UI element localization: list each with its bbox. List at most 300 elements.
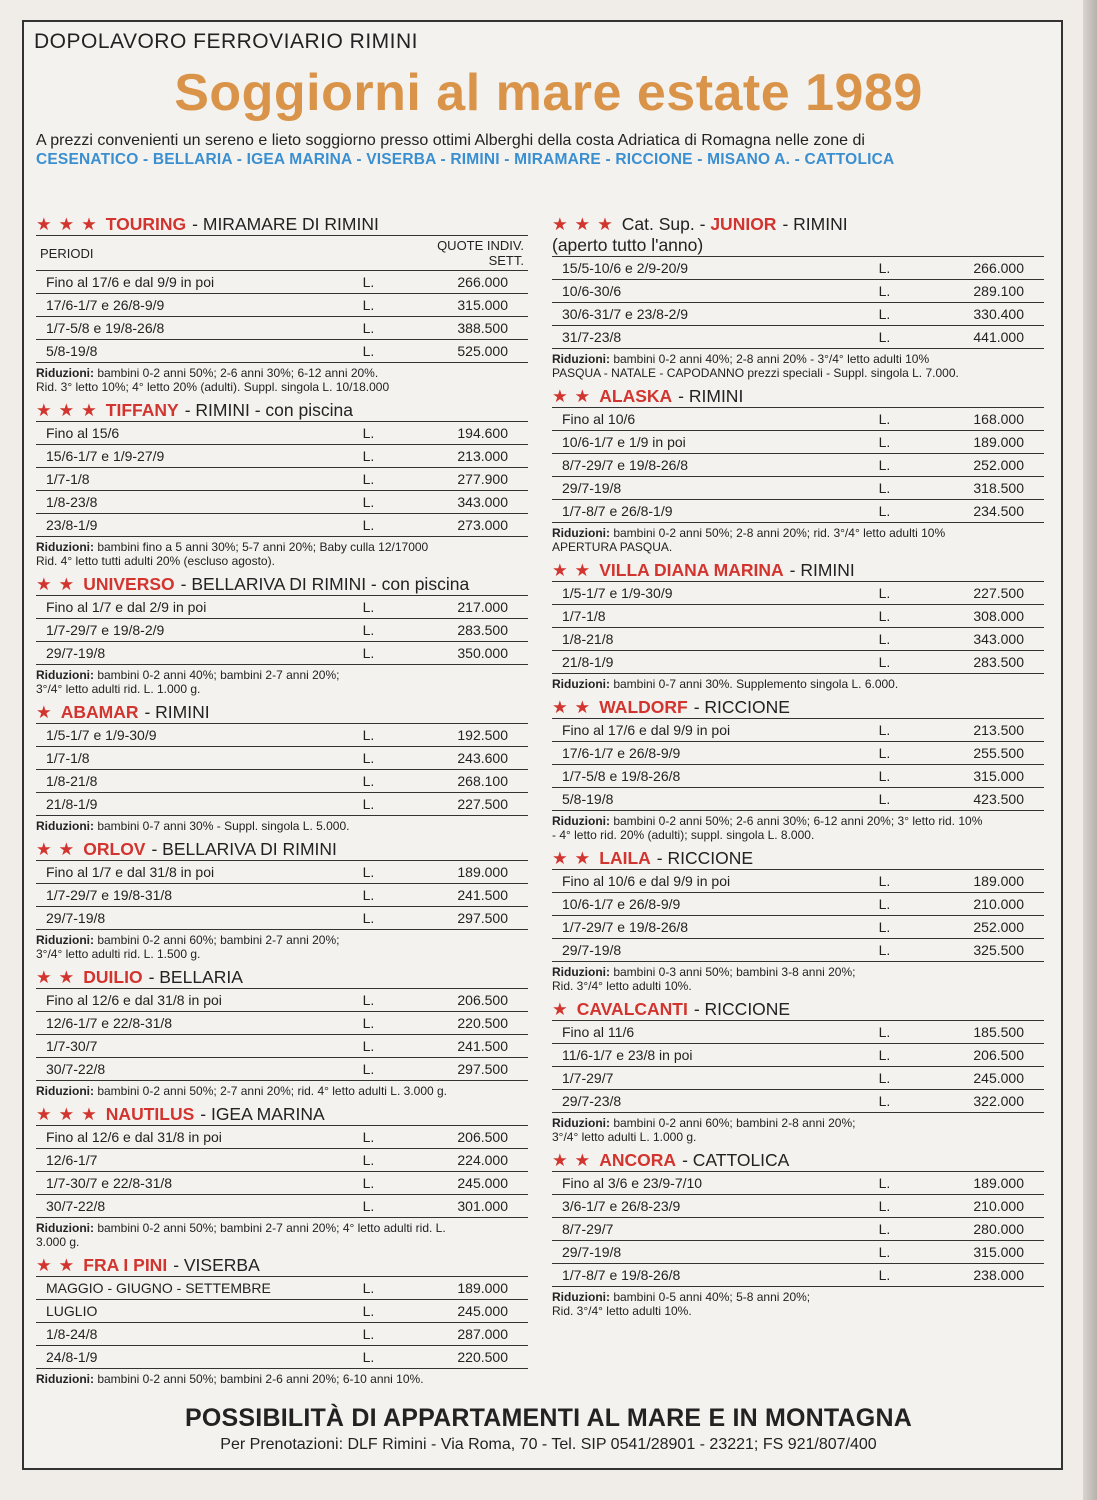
currency-cell: L.	[353, 907, 407, 930]
period-cell: 1/7-5/8 e 19/8-26/8	[552, 765, 869, 788]
period-cell: 11/6-1/7 e 23/8 in poi	[552, 1044, 869, 1067]
price-table	[36, 723, 528, 816]
currency-cell: L.	[353, 340, 407, 363]
reductions-text: bambini 0-2 anni 50%; 2-6 anni 30%; 6-12 anni 20%; 3° letto rid. 10%	[613, 814, 983, 828]
currency-cell: L.	[869, 280, 923, 303]
reductions-label: Riduzioni:	[36, 540, 94, 554]
table-row	[552, 477, 1044, 500]
price-cell: 189.000	[923, 870, 1044, 893]
currency-cell: L.	[353, 989, 407, 1012]
reductions-text: bambini 0-2 anni 50%; 2-8 anni 20%; rid. 3°/4° letto adulti 10%	[613, 526, 946, 540]
hotel-heading	[36, 839, 528, 860]
hotel-name: ANCORA	[599, 1150, 677, 1170]
price-cell: 210.000	[923, 1195, 1044, 1218]
hotel-location: - CATTOLICA	[682, 1150, 790, 1170]
currency-cell: L.	[869, 454, 923, 477]
table-row	[36, 340, 528, 363]
reductions-label: Riduzioni:	[552, 352, 610, 366]
currency-cell: L.	[869, 408, 923, 431]
hotel-name: ORLOV	[83, 839, 146, 859]
price-cell: 388.500	[407, 317, 528, 340]
price-cell: 280.000	[923, 1218, 1044, 1241]
currency-cell: L.	[353, 1058, 407, 1081]
currency-cell: L.	[869, 765, 923, 788]
period-cell: 1/7-1/8	[36, 468, 353, 491]
currency-cell: L.	[353, 468, 407, 491]
reductions-text: bambini 0-2 anni 60%; bambini 2-8 anni 20%;	[613, 1116, 856, 1130]
period-cell: 29/7-19/8	[36, 642, 353, 665]
table-row	[36, 1277, 528, 1300]
price-cell: 318.500	[923, 477, 1044, 500]
period-cell: 5/8-19/8	[36, 340, 353, 363]
currency-cell: L.	[353, 1172, 407, 1195]
reductions-note	[36, 540, 528, 568]
currency-cell: L.	[869, 628, 923, 651]
footer-title: POSSIBILITÀ DI APPARTAMENTI AL MARE E IN MONTAGNA	[185, 1404, 912, 1432]
star-rating: ★ ★ ★	[552, 214, 614, 234]
period-cell: 8/7-29/7 e 19/8-26/8	[552, 454, 869, 477]
price-table	[552, 1020, 1044, 1113]
currency-cell: L.	[353, 1126, 407, 1149]
price-cell: 525.000	[407, 340, 528, 363]
period-cell: 10/6-1/7 e 26/8-9/9	[552, 893, 869, 916]
star-rating: ★ ★ ★	[36, 1104, 98, 1124]
table-row	[36, 907, 528, 930]
currency-cell: L.	[869, 916, 923, 939]
table-row	[36, 317, 528, 340]
hotel-location: - BELLARIVA DI RIMINI	[151, 839, 337, 859]
table-row	[552, 605, 1044, 628]
price-cell: 234.500	[923, 500, 1044, 523]
period-cell: 21/8-1/9	[552, 651, 869, 674]
price-cell: 297.500	[407, 1058, 528, 1081]
table-row	[36, 1126, 528, 1149]
table-row	[36, 724, 528, 747]
table-row	[36, 642, 528, 665]
currency-cell: L.	[353, 642, 407, 665]
reductions-label: Riduzioni:	[36, 819, 94, 833]
hotel-name: ABAMAR	[60, 702, 139, 722]
price-cell: 245.000	[923, 1067, 1044, 1090]
hotel-block	[552, 1150, 1044, 1318]
period-cell: 1/8-21/8	[36, 770, 353, 793]
hotel-name: LAILA	[599, 848, 651, 868]
hotel-heading	[36, 1255, 528, 1276]
currency-cell: L.	[353, 294, 407, 317]
hotel-name: ALASKA	[599, 386, 673, 406]
reductions-label: Riduzioni:	[36, 1372, 94, 1386]
price-cell: 213.000	[407, 445, 528, 468]
zones-list: CESENATICO - BELLARIA - IGEA MARINA - VISERBA - RIMINI - MIRAMARE - RICCIONE - MISANO A. - CATTOLICA	[36, 151, 895, 168]
period-cell: 1/7-29/7 e 19/8-31/8	[36, 884, 353, 907]
hotel-block	[36, 702, 528, 833]
hotel-name: WALDORF	[599, 697, 688, 717]
hotel-heading	[36, 400, 528, 421]
reductions-note	[552, 352, 1044, 380]
price-cell: 315.000	[923, 1241, 1044, 1264]
reductions-text-2: PASQUA - NATALE - CAPODANNO prezzi speciali - Suppl. singola L. 7.000.	[552, 366, 959, 380]
reductions-text-2: Rid. 3°/4° letto adulti 10%.	[552, 1304, 692, 1318]
star-rating: ★ ★	[36, 574, 76, 594]
hotel-block	[552, 560, 1044, 691]
reductions-note	[36, 1372, 528, 1386]
period-cell: 12/6-1/7 e 22/8-31/8	[36, 1012, 353, 1035]
reductions-note	[552, 814, 1044, 842]
currency-cell: L.	[869, 1044, 923, 1067]
reductions-label: Riduzioni:	[552, 1116, 610, 1130]
hotel-location: - RIMINI	[678, 386, 744, 406]
price-cell: 301.000	[407, 1195, 528, 1218]
currency-cell: L.	[869, 1241, 923, 1264]
reductions-text-2: - 4° letto rid. 20% (adulti); suppl. singola L. 8.000.	[552, 828, 815, 842]
period-cell: MAGGIO - GIUGNO - SETTEMBRE	[36, 1277, 353, 1300]
table-row	[36, 619, 528, 642]
hotel-block	[552, 697, 1044, 842]
period-cell: Fino al 17/6 e dal 9/9 in poi	[552, 719, 869, 742]
table-row	[36, 747, 528, 770]
table-row	[36, 1012, 528, 1035]
currency-cell: L.	[353, 1149, 407, 1172]
hotel-block	[552, 999, 1044, 1144]
period-cell: 12/6-1/7	[36, 1149, 353, 1172]
star-rating: ★ ★	[552, 697, 592, 717]
currency-cell: L.	[353, 514, 407, 537]
period-cell: 1/7-29/7 e 19/8-2/9	[36, 619, 353, 642]
period-cell: 1/8-21/8	[552, 628, 869, 651]
currency-cell: L.	[869, 582, 923, 605]
price-cell: 268.100	[407, 770, 528, 793]
star-rating: ★ ★	[552, 560, 592, 580]
hotel-location: - BELLARIA	[148, 967, 243, 987]
reductions-text: bambini 0-2 anni 40%; 2-8 anni 20% - 3°/4° letto adulti 10%	[613, 352, 930, 366]
reductions-note	[36, 668, 528, 696]
price-cell: 227.500	[407, 793, 528, 816]
reductions-label: Riduzioni:	[552, 1290, 610, 1304]
price-cell: 289.100	[923, 280, 1044, 303]
price-cell: 194.600	[407, 422, 528, 445]
period-cell: 1/7-5/8 e 19/8-26/8	[36, 317, 353, 340]
table-row	[552, 916, 1044, 939]
hotel-subline: (aperto tutto l'anno)	[552, 235, 704, 255]
reductions-text-2: APERTURA PASQUA.	[552, 540, 673, 554]
table-row	[552, 1195, 1044, 1218]
price-table	[36, 988, 528, 1081]
table-row	[36, 1149, 528, 1172]
period-cell: 1/8-24/8	[36, 1323, 353, 1346]
currency-cell: L.	[869, 939, 923, 962]
reductions-label: Riduzioni:	[552, 526, 610, 540]
reductions-note	[36, 1221, 528, 1249]
currency-cell: L.	[353, 596, 407, 619]
hotel-name: NAUTILUS	[105, 1104, 195, 1124]
price-cell: 192.500	[407, 724, 528, 747]
period-cell: 24/8-1/9	[36, 1346, 353, 1369]
price-cell: 220.500	[407, 1012, 528, 1035]
table-row	[36, 1035, 528, 1058]
period-cell: 3/6-1/7 e 26/8-23/9	[552, 1195, 869, 1218]
hotel-heading	[36, 574, 528, 595]
table-row	[552, 326, 1044, 349]
period-cell: Fino al 10/6	[552, 408, 869, 431]
period-cell: 23/8-1/9	[36, 514, 353, 537]
reductions-note	[36, 819, 528, 833]
page-spine	[1083, 0, 1097, 1500]
hotel-location: - BELLARIVA DI RIMINI - con piscina	[180, 574, 470, 594]
currency-cell: L.	[869, 1021, 923, 1044]
hotel-heading	[552, 560, 1044, 581]
price-table	[36, 421, 528, 537]
reductions-text: bambini 0-7 anni 30%. Supplemento singola L. 6.000.	[613, 677, 899, 691]
reductions-note	[552, 1116, 1044, 1144]
currency-cell: L.	[869, 1218, 923, 1241]
period-cell: Fino al 10/6 e dal 9/9 in poi	[552, 870, 869, 893]
price-cell: 283.500	[407, 619, 528, 642]
hotel-location: - RICCIONE	[693, 697, 790, 717]
table-row	[36, 445, 528, 468]
left-column	[36, 214, 528, 1392]
period-cell: 1/7-8/7 e 26/8-1/9	[552, 500, 869, 523]
reductions-label: Riduzioni:	[552, 677, 610, 691]
table-row	[36, 596, 528, 619]
price-cell: 185.500	[923, 1021, 1044, 1044]
currency-cell: L.	[869, 651, 923, 674]
period-cell: Fino al 1/7 e dal 31/8 in poi	[36, 861, 353, 884]
price-cell: 217.000	[407, 596, 528, 619]
reductions-note	[36, 1084, 528, 1098]
table-row	[36, 271, 528, 294]
period-cell: 29/7-19/8	[552, 477, 869, 500]
star-rating: ★ ★	[36, 967, 76, 987]
currency-cell: L.	[869, 788, 923, 811]
table-row	[552, 1090, 1044, 1113]
period-cell: 1/5-1/7 e 1/9-30/9	[552, 582, 869, 605]
price-cell: 315.000	[407, 294, 528, 317]
period-cell: 30/7-22/8	[36, 1058, 353, 1081]
table-row	[552, 257, 1044, 280]
price-cell: 315.000	[923, 765, 1044, 788]
period-cell: 29/7-19/8	[36, 907, 353, 930]
period-cell: 15/6-1/7 e 1/9-27/9	[36, 445, 353, 468]
price-cell: 273.000	[407, 514, 528, 537]
reductions-text-2: 3°/4° letto adulti rid. L. 1.500 g.	[36, 947, 201, 961]
table-row	[552, 1218, 1044, 1241]
table-row	[552, 628, 1044, 651]
star-rating: ★ ★ ★	[36, 400, 98, 420]
currency-cell: L.	[353, 1035, 407, 1058]
table-row	[552, 651, 1044, 674]
hotel-location: - RICCIONE	[656, 848, 754, 868]
footer-booking-info: Per Prenotazioni: DLF Rimini - Via Roma, 70 - Tel. SIP 0541/28901 - 23221; FS 921/807/400	[220, 1436, 877, 1453]
price-cell: 245.000	[407, 1300, 528, 1323]
period-cell: 30/6-31/7 e 23/8-2/9	[552, 303, 869, 326]
currency-cell: L.	[353, 1300, 407, 1323]
period-cell: 1/7-29/7	[552, 1067, 869, 1090]
currency-cell: L.	[353, 1012, 407, 1035]
reductions-text-2: 3°/4° letto adulti L. 1.000 g.	[552, 1130, 697, 1144]
reductions-label: Riduzioni:	[36, 366, 94, 380]
price-cell: 252.000	[923, 916, 1044, 939]
table-row	[552, 454, 1044, 477]
column-header-quotes: QUOTE INDIV. SETT.	[407, 236, 528, 271]
hotel-heading	[36, 1104, 528, 1125]
reductions-text-2: Rid. 3° letto 10%; 4° letto 20% (adulti). Suppl. singola L. 10/18.000	[36, 380, 390, 394]
price-cell: 210.000	[923, 893, 1044, 916]
hotel-heading	[552, 1150, 1044, 1171]
reductions-text-2: 3°/4° letto adulti rid. L. 1.000 g.	[36, 682, 201, 696]
right-column	[552, 214, 1044, 1324]
table-row	[36, 989, 528, 1012]
price-cell: 266.000	[923, 257, 1044, 280]
table-row	[552, 431, 1044, 454]
table-row	[36, 1058, 528, 1081]
period-cell: Fino al 12/6 e dal 31/8 in poi	[36, 1126, 353, 1149]
period-cell: 29/7-19/8	[552, 1241, 869, 1264]
table-row	[36, 1323, 528, 1346]
currency-cell: L.	[353, 793, 407, 816]
table-row	[552, 870, 1044, 893]
reductions-text-2: Rid. 3°/4° letto adulti 10%.	[552, 979, 692, 993]
price-cell: 441.000	[923, 326, 1044, 349]
hotel-block	[36, 1255, 528, 1386]
hotel-location: - RIMINI	[144, 702, 210, 722]
table-row	[36, 1172, 528, 1195]
table-row	[36, 422, 528, 445]
period-cell: 31/7-23/8	[552, 326, 869, 349]
price-cell: 189.000	[923, 1172, 1044, 1195]
price-table	[552, 581, 1044, 674]
table-row	[36, 491, 528, 514]
hotel-location: - IGEA MARINA	[200, 1104, 325, 1124]
price-cell: 287.000	[407, 1323, 528, 1346]
page-title: Soggiorni al mare estate 1989	[174, 64, 923, 122]
period-cell: 1/7-8/7 e 19/8-26/8	[552, 1264, 869, 1287]
price-table	[36, 1125, 528, 1218]
currency-cell: L.	[353, 271, 407, 294]
currency-cell: L.	[869, 1067, 923, 1090]
organization-name: DOPOLAVORO FERROVIARIO RIMINI	[34, 30, 418, 53]
currency-cell: L.	[869, 742, 923, 765]
period-cell: 1/8-23/8	[36, 491, 353, 514]
period-cell: 10/6-1/7 e 1/9 in poi	[552, 431, 869, 454]
price-cell: 227.500	[923, 582, 1044, 605]
currency-cell: L.	[869, 1172, 923, 1195]
hotel-name: CAVALCANTI	[576, 999, 688, 1019]
period-cell: 15/5-10/6 e 2/9-20/9	[552, 257, 869, 280]
currency-cell: L.	[353, 317, 407, 340]
hotel-name: FRA I PINI	[83, 1255, 168, 1275]
table-row	[36, 468, 528, 491]
reductions-label: Riduzioni:	[36, 1084, 94, 1098]
period-cell: 21/8-1/9	[36, 793, 353, 816]
hotel-heading	[552, 848, 1044, 869]
star-rating: ★ ★	[36, 839, 76, 859]
period-cell: 17/6-1/7 e 26/8-9/9	[36, 294, 353, 317]
hotel-location: - MIRAMARE DI RIMINI	[192, 214, 379, 234]
period-cell: 10/6-30/6	[552, 280, 869, 303]
table-row	[552, 1021, 1044, 1044]
reductions-note	[36, 933, 528, 961]
reductions-note	[552, 965, 1044, 993]
hotel-location: - VISERBA	[173, 1255, 260, 1275]
hotel-heading	[36, 214, 528, 235]
period-cell: 1/7-1/8	[552, 605, 869, 628]
price-table-header	[36, 236, 528, 271]
price-cell: 252.000	[923, 454, 1044, 477]
reductions-label: Riduzioni:	[552, 965, 610, 979]
period-cell: 29/7-19/8	[552, 939, 869, 962]
currency-cell: L.	[869, 719, 923, 742]
price-cell: 213.500	[923, 719, 1044, 742]
period-cell: 29/7-23/8	[552, 1090, 869, 1113]
currency-cell: L.	[869, 500, 923, 523]
currency-cell: L.	[869, 870, 923, 893]
price-cell: 238.000	[923, 1264, 1044, 1287]
hotel-location: - RIMINI - con piscina	[184, 400, 353, 420]
table-row	[36, 884, 528, 907]
price-cell: 308.000	[923, 605, 1044, 628]
table-row	[552, 1264, 1044, 1287]
price-cell: 206.500	[407, 989, 528, 1012]
hotel-location: - RIMINI	[789, 560, 855, 580]
table-row	[36, 1195, 528, 1218]
star-rating: ★ ★	[552, 1150, 592, 1170]
period-cell: Fino al 12/6 e dal 31/8 in poi	[36, 989, 353, 1012]
price-cell: 241.500	[407, 1035, 528, 1058]
currency-cell: L.	[353, 619, 407, 642]
price-cell: 283.500	[923, 651, 1044, 674]
price-cell: 220.500	[407, 1346, 528, 1369]
period-cell: 8/7-29/7	[552, 1218, 869, 1241]
hotel-heading	[36, 967, 528, 988]
hotel-block	[36, 400, 528, 568]
hotel-heading	[552, 697, 1044, 718]
period-cell: LUGLIO	[36, 1300, 353, 1323]
hotel-name: TIFFANY	[105, 400, 179, 420]
reductions-note	[552, 1290, 1044, 1318]
reductions-note	[36, 366, 528, 394]
reductions-label: Riduzioni:	[36, 668, 94, 682]
table-row	[552, 1172, 1044, 1195]
table-row	[36, 294, 528, 317]
period-cell: Fino al 3/6 e 23/9-7/10	[552, 1172, 869, 1195]
hotel-category: Cat. Sup. -	[621, 214, 706, 234]
currency-cell: L.	[353, 1323, 407, 1346]
price-cell: 189.000	[923, 431, 1044, 454]
period-cell: 30/7-22/8	[36, 1195, 353, 1218]
price-table	[552, 869, 1044, 962]
hotel-name: JUNIOR	[710, 214, 777, 234]
currency-cell: L.	[353, 491, 407, 514]
period-cell: Fino al 1/7 e dal 2/9 in poi	[36, 596, 353, 619]
table-row	[552, 280, 1044, 303]
price-cell: 350.000	[407, 642, 528, 665]
price-cell: 224.000	[407, 1149, 528, 1172]
table-row	[552, 1044, 1044, 1067]
hotel-location: - RIMINI	[782, 214, 848, 234]
hotel-block	[552, 386, 1044, 554]
price-cell: 245.000	[407, 1172, 528, 1195]
price-table	[36, 860, 528, 930]
reductions-label: Riduzioni:	[552, 814, 610, 828]
table-row	[552, 500, 1044, 523]
price-table	[552, 1171, 1044, 1287]
period-cell: 1/5-1/7 e 1/9-30/9	[36, 724, 353, 747]
table-row	[36, 861, 528, 884]
table-row	[36, 1346, 528, 1369]
currency-cell: L.	[353, 861, 407, 884]
price-cell: 255.500	[923, 742, 1044, 765]
currency-cell: L.	[353, 724, 407, 747]
